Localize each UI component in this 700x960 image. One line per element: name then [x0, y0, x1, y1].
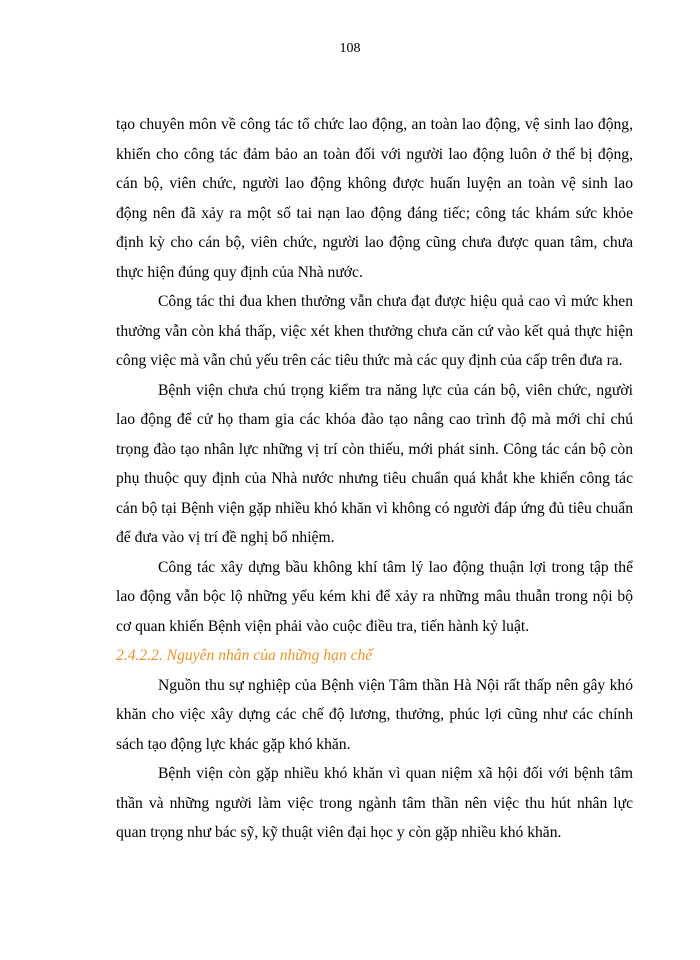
paragraph-continuation: tạo chuyên môn về công tác tổ chức lao động, an toàn lao động, vệ sinh lao động, khiến cho công tác đảm bảo an toàn đối với người lao động luôn ở thế bị động, cán bộ, viên chức, người lao động không được huấn luyện an toàn vệ sinh lao động nên đã xảy ra một số tai nạn lao động đáng tiếc; công tác khám sức khỏe định kỳ cho cán bộ, viên chức, người lao động cũng chưa được quan tâm, chưa thực hiện đúng quy định của Nhà nước.: [116, 116, 633, 281]
paragraph-climate: Công tác xây dựng bầu không khí tâm lý lao động thuận lợi trong tập thể lao động vẫn bộc lộ những yếu kém khi để xảy ra những mâu thuẫn trong nội bộ cơ quan khiến Bệnh viện phải vào cuộc điều tra, tiến hành kỷ luật.: [116, 558, 633, 635]
paragraph-training: Bệnh viện chưa chú trọng kiểm tra năng lực của cán bộ, viên chức, người lao động để cử họ tham gia các khóa đào tạo nâng cao trình độ mà mới chỉ chú trọng đào tạo nhân lực những vị trí còn thiếu, mới phát sinh. Công tác cán bộ còn phụ thuộc quy định của Nhà nước nhưng tiêu chuẩn quá khắt khe khiến công tác cán bộ tại Bệnh viện gặp nhiều khó khăn vì không có người đáp ứng đủ tiêu chuẩn để đưa vào vị trí đề nghị bổ nhiệm.: [116, 381, 633, 546]
paragraph-revenue: Nguồn thu sự nghiệp của Bệnh viện Tâm thần Hà Nội rất thấp nên gây khó khăn cho việc xây dựng các chế độ lương, thưởng, phúc lợi cũng như các chính sách tạo động lực khác gặp khó khăn.: [116, 676, 633, 753]
page-number: 108: [339, 41, 361, 56]
section-heading: 2.4.2.2. Nguyên nhân của những hạn chế: [116, 647, 373, 664]
paragraph-reward: Công tác thi đua khen thưởng vẫn chưa đạt được hiệu quả cao vì mức khen thưởng vẫn còn khá thấp, việc xét khen thưởng chưa căn cứ vào kết quả thực hiện công việc mà vẫn chủ yếu trên các tiêu thức mà các quy định của cấp trên đưa ra.: [116, 293, 633, 369]
document-body: [116, 110, 633, 848]
paragraph-recruitment: Bệnh viện còn gặp nhiều khó khăn vì quan niệm xã hội đối với bệnh tâm thần và những người làm việc trong ngành tâm thần nên việc thu hút nhân lực quan trọng như bác sỹ, kỹ thuật viên đại học y còn gặp nhiều khó khăn.: [116, 765, 633, 841]
